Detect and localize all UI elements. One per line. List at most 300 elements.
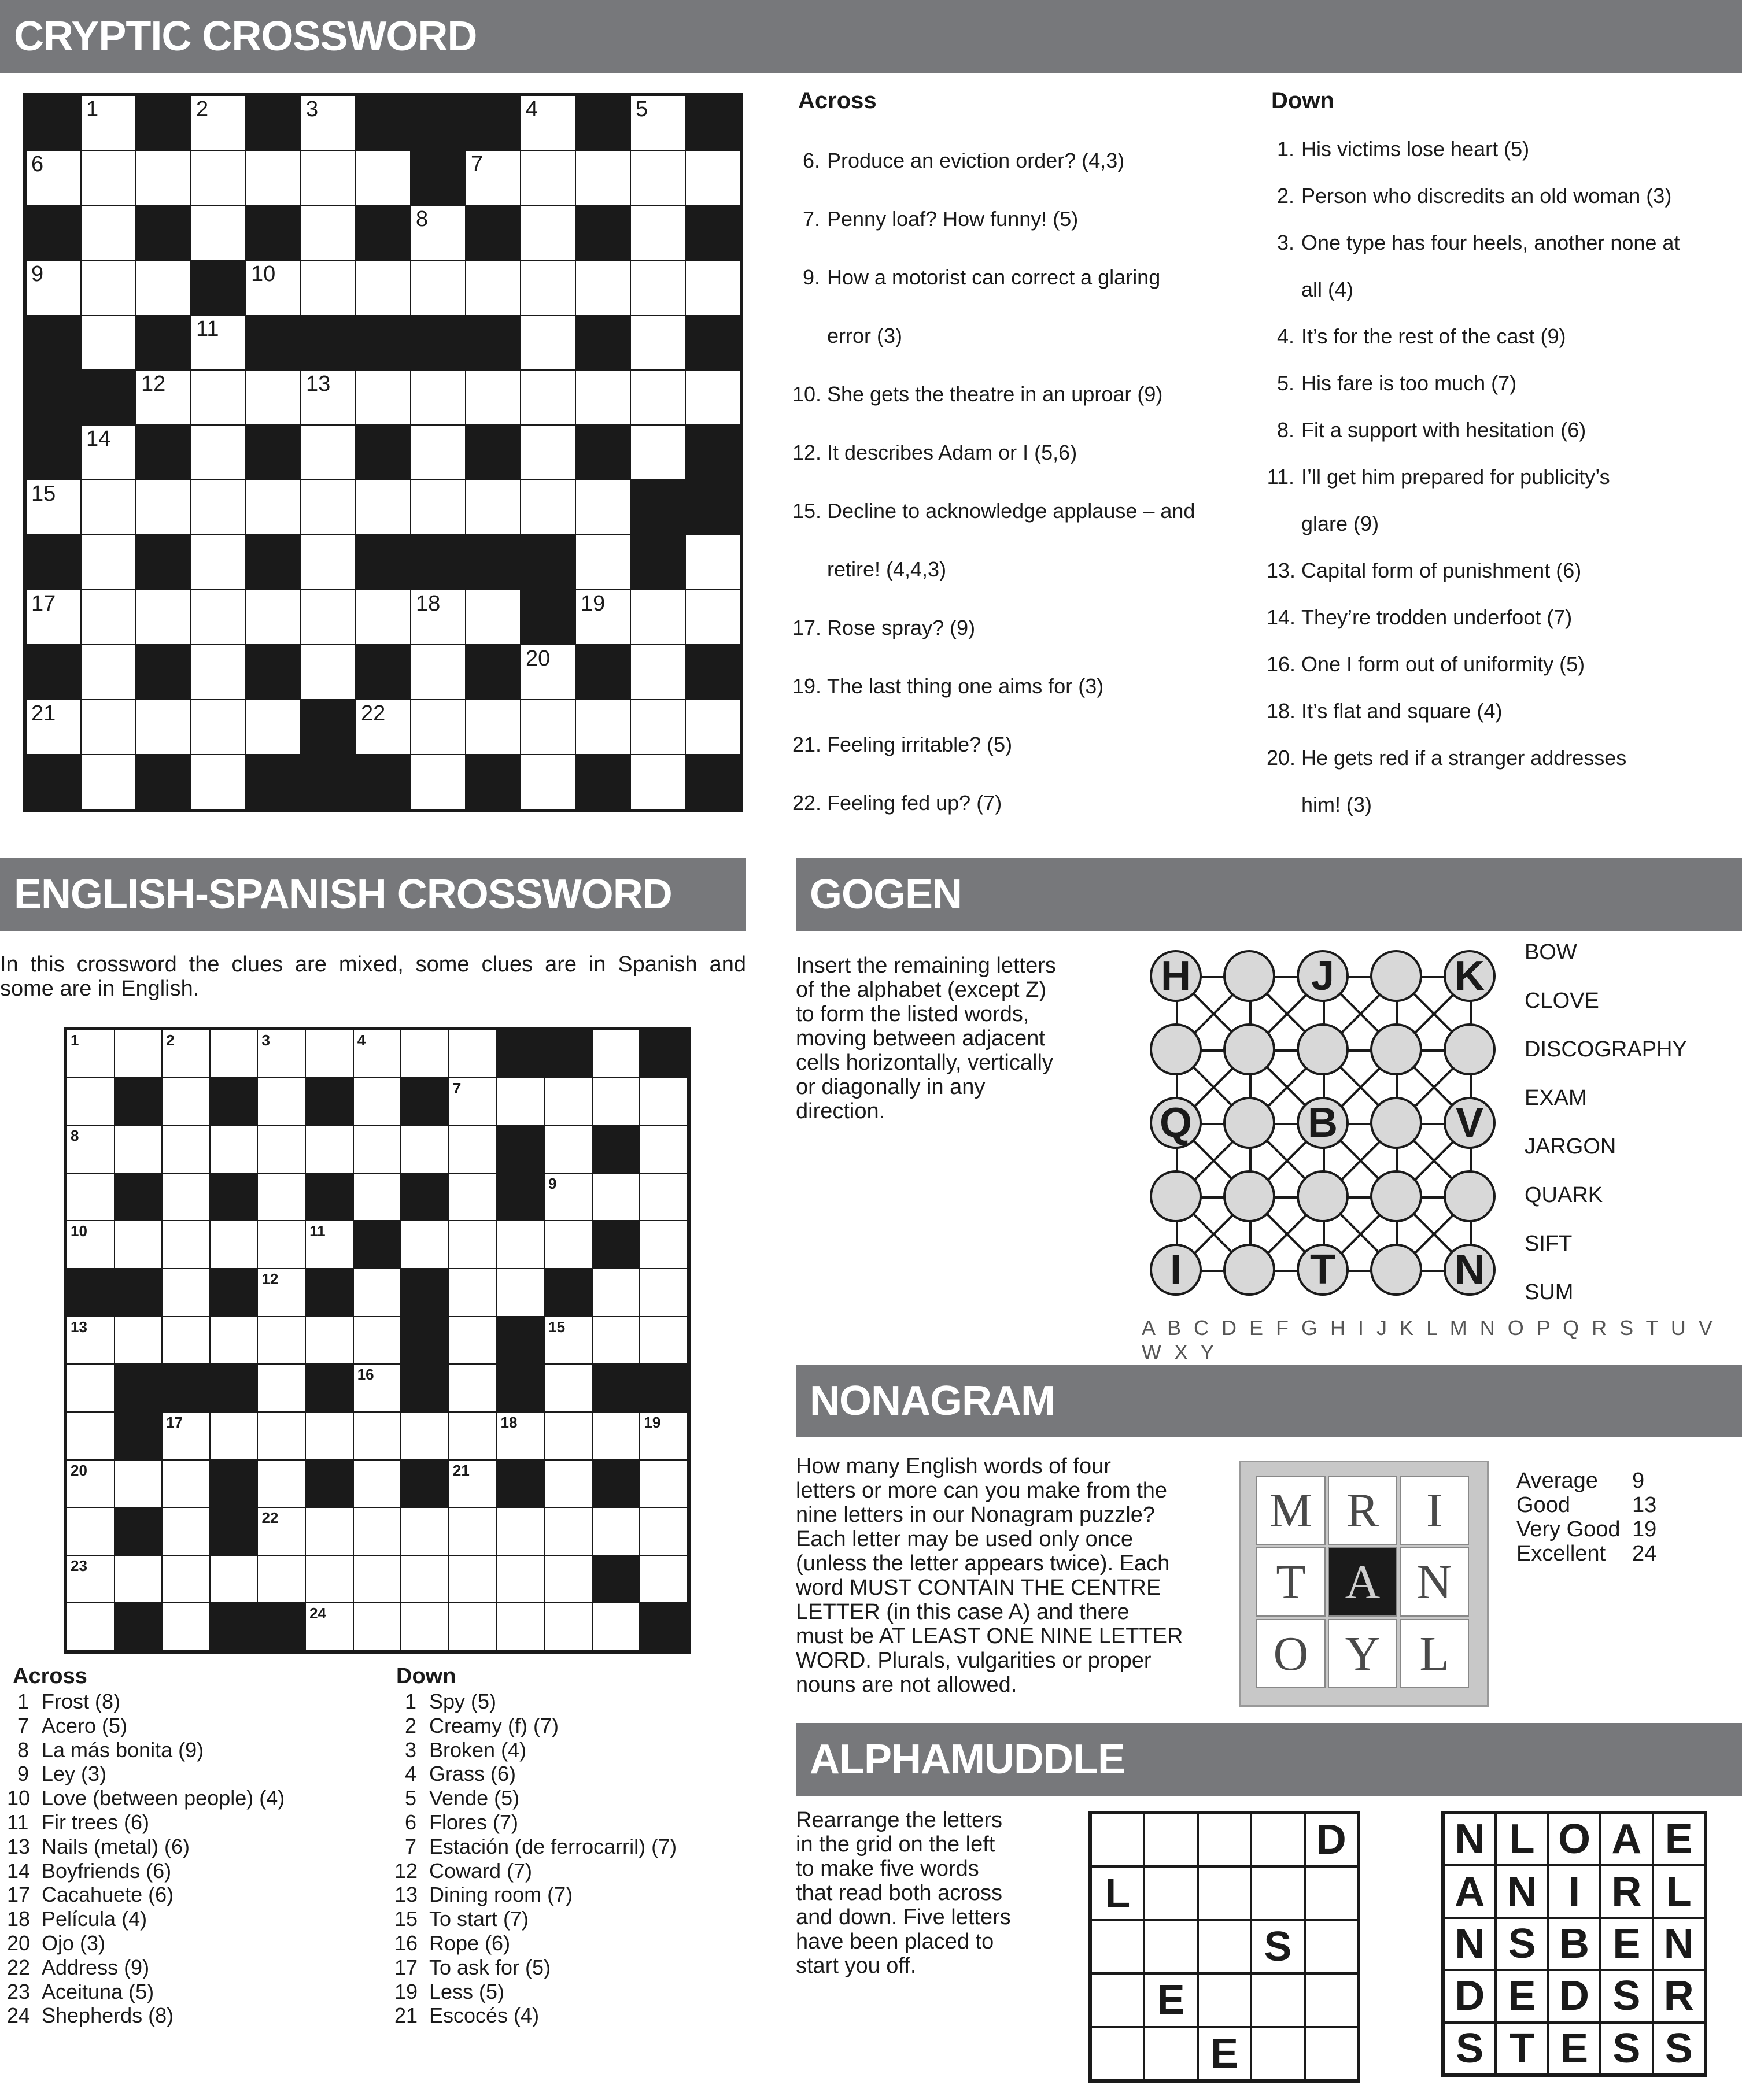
white-square[interactable] <box>305 1507 353 1555</box>
clue-item <box>394 1810 518 1834</box>
white-square[interactable] <box>575 150 630 205</box>
white-square[interactable] <box>301 150 356 205</box>
answer-cell[interactable] <box>1251 1866 1304 1920</box>
clue-number: 6 <box>31 152 44 176</box>
white-square[interactable] <box>191 590 246 645</box>
white-square[interactable] <box>411 260 466 315</box>
white-square[interactable] <box>356 370 411 425</box>
white-square[interactable] <box>301 480 356 535</box>
answer-cell[interactable] <box>1091 1813 1144 1866</box>
white-square[interactable] <box>115 1460 163 1508</box>
white-square[interactable] <box>162 1555 210 1603</box>
white-square[interactable] <box>466 590 521 645</box>
gogen-cell[interactable]: J <box>1297 950 1349 1002</box>
white-square[interactable] <box>630 205 685 260</box>
white-square[interactable] <box>521 150 575 205</box>
answer-cell[interactable]: E <box>1144 1973 1197 2027</box>
white-square[interactable] <box>544 1078 592 1126</box>
white-square[interactable] <box>305 1317 353 1365</box>
white-square[interactable] <box>466 260 521 315</box>
gogen-cell[interactable] <box>1297 1170 1349 1222</box>
white-square[interactable] <box>210 1221 258 1269</box>
white-square[interactable] <box>353 1603 401 1651</box>
white-square[interactable] <box>630 645 685 700</box>
white-square[interactable] <box>401 1507 449 1555</box>
gogen-cell[interactable]: T <box>1297 1244 1349 1296</box>
white-square[interactable] <box>592 1507 640 1555</box>
answer-cell[interactable] <box>1091 2027 1144 2080</box>
white-square[interactable] <box>497 1507 545 1555</box>
white-square[interactable] <box>26 700 81 755</box>
gogen-cell[interactable] <box>1370 950 1422 1002</box>
white-square[interactable] <box>246 590 301 645</box>
white-square[interactable] <box>115 1221 163 1269</box>
white-square[interactable] <box>544 1603 592 1651</box>
white-square[interactable] <box>466 370 521 425</box>
answer-cell[interactable] <box>1198 1920 1251 1973</box>
white-square[interactable] <box>257 1412 305 1460</box>
white-square[interactable] <box>356 590 411 645</box>
white-square[interactable] <box>67 1078 115 1126</box>
white-square[interactable] <box>640 1078 688 1126</box>
gogen-cell[interactable] <box>1223 1023 1275 1075</box>
white-square[interactable] <box>136 150 191 205</box>
white-square[interactable] <box>81 205 136 260</box>
white-square[interactable] <box>521 480 575 535</box>
white-square[interactable] <box>449 1317 497 1365</box>
white-square[interactable] <box>575 480 630 535</box>
white-square[interactable] <box>411 425 466 480</box>
white-square[interactable] <box>685 370 740 425</box>
white-square[interactable] <box>162 1030 210 1078</box>
clue-number: 13 <box>394 1883 418 1907</box>
white-square[interactable] <box>81 480 136 535</box>
gogen-cell[interactable]: B <box>1297 1097 1349 1149</box>
white-square[interactable] <box>81 150 136 205</box>
white-square[interactable] <box>449 1269 497 1317</box>
white-square[interactable] <box>630 590 685 645</box>
white-square[interactable] <box>115 1125 163 1173</box>
answer-cell[interactable] <box>1251 2027 1304 2080</box>
white-square[interactable] <box>521 95 575 150</box>
white-square[interactable] <box>356 260 411 315</box>
white-square[interactable] <box>162 1603 210 1651</box>
white-square[interactable] <box>210 1125 258 1173</box>
white-square[interactable] <box>497 1603 545 1651</box>
white-square[interactable] <box>81 95 136 150</box>
white-square[interactable] <box>257 1030 305 1078</box>
gogen-cell[interactable]: Q <box>1150 1097 1202 1149</box>
white-square[interactable] <box>162 1125 210 1173</box>
answer-cell[interactable] <box>1091 1973 1144 2027</box>
white-square[interactable] <box>544 1125 592 1173</box>
white-square[interactable] <box>115 1555 163 1603</box>
gogen-cell[interactable] <box>1150 1023 1202 1075</box>
white-square[interactable] <box>136 590 191 645</box>
white-square[interactable] <box>544 1555 592 1603</box>
gogen-cell[interactable] <box>1370 1170 1422 1222</box>
white-square[interactable] <box>466 700 521 755</box>
white-square[interactable] <box>162 1507 210 1555</box>
answer-cell[interactable] <box>1305 2027 1358 2080</box>
white-square[interactable] <box>136 370 191 425</box>
white-square[interactable] <box>210 1412 258 1460</box>
white-square[interactable] <box>353 1125 401 1173</box>
gogen-cell[interactable] <box>1444 1023 1496 1075</box>
white-square[interactable] <box>81 535 136 590</box>
gogen-cell[interactable]: K <box>1444 950 1496 1002</box>
answer-cell[interactable] <box>1144 2027 1197 2080</box>
gogen-cell[interactable]: N <box>1444 1244 1496 1296</box>
white-square[interactable] <box>575 370 630 425</box>
white-square[interactable] <box>497 1555 545 1603</box>
answer-cell[interactable] <box>1305 1920 1358 1973</box>
white-square[interactable] <box>162 1221 210 1269</box>
white-square[interactable] <box>67 1221 115 1269</box>
white-square[interactable] <box>592 1078 640 1126</box>
white-square[interactable] <box>411 645 466 700</box>
white-square[interactable] <box>301 370 356 425</box>
gogen-cell[interactable]: V <box>1444 1097 1496 1149</box>
clue-number: 18 <box>7 1907 31 1931</box>
gogen-cell[interactable] <box>1370 1097 1422 1149</box>
clue-text: Penny loaf? How funny! (5) <box>827 207 1079 231</box>
white-square[interactable] <box>210 1030 258 1078</box>
white-square[interactable] <box>81 755 136 809</box>
white-square[interactable] <box>575 700 630 755</box>
white-square[interactable] <box>81 425 136 480</box>
white-square[interactable] <box>640 1555 688 1603</box>
white-square[interactable] <box>115 1317 163 1365</box>
white-square[interactable] <box>305 1412 353 1460</box>
gogen-cell[interactable]: H <box>1150 950 1202 1002</box>
white-square[interactable] <box>26 590 81 645</box>
white-square[interactable] <box>81 645 136 700</box>
white-square[interactable] <box>497 1412 545 1460</box>
white-square[interactable] <box>640 1173 688 1221</box>
white-square[interactable] <box>401 1030 449 1078</box>
white-square[interactable] <box>640 1460 688 1508</box>
white-square[interactable] <box>246 480 301 535</box>
white-square[interactable] <box>136 480 191 535</box>
white-square[interactable] <box>685 150 740 205</box>
clue-item <box>792 148 1124 173</box>
white-square[interactable] <box>257 1507 305 1555</box>
answer-cell[interactable]: E <box>1198 2027 1251 2080</box>
white-square[interactable] <box>26 150 81 205</box>
white-square[interactable] <box>466 150 521 205</box>
white-square[interactable] <box>162 1460 210 1508</box>
white-square[interactable] <box>411 755 466 809</box>
white-square[interactable] <box>356 700 411 755</box>
white-square[interactable] <box>353 1173 401 1221</box>
white-square[interactable] <box>592 1173 640 1221</box>
white-square[interactable] <box>191 480 246 535</box>
white-square[interactable] <box>521 425 575 480</box>
clue-number: 4 <box>357 1031 366 1049</box>
white-square[interactable] <box>411 480 466 535</box>
white-square[interactable] <box>411 590 466 645</box>
answer-cell[interactable]: L <box>1091 1866 1144 1920</box>
white-square[interactable] <box>67 1030 115 1078</box>
gogen-cell[interactable]: I <box>1150 1244 1202 1296</box>
white-square[interactable] <box>353 1317 401 1365</box>
white-square[interactable] <box>521 370 575 425</box>
white-square[interactable] <box>575 535 630 590</box>
gogen-cell[interactable] <box>1370 1023 1422 1075</box>
white-square[interactable] <box>257 1125 305 1173</box>
white-square[interactable] <box>449 1030 497 1078</box>
white-square[interactable] <box>353 1030 401 1078</box>
white-square[interactable] <box>257 1317 305 1365</box>
white-square[interactable] <box>191 205 246 260</box>
white-square[interactable] <box>305 1603 353 1651</box>
white-square[interactable] <box>356 150 411 205</box>
white-square[interactable] <box>67 1603 115 1651</box>
gogen-cell[interactable] <box>1223 1097 1275 1149</box>
white-square[interactable] <box>640 1269 688 1317</box>
answer-cell[interactable] <box>1091 1920 1144 1973</box>
white-square[interactable] <box>191 370 246 425</box>
white-square[interactable] <box>257 1221 305 1269</box>
white-square[interactable] <box>449 1078 497 1126</box>
clue-number: 2. <box>1276 184 1294 208</box>
white-square[interactable] <box>592 1269 640 1317</box>
white-square[interactable] <box>246 370 301 425</box>
answer-cell[interactable] <box>1198 1866 1251 1920</box>
white-square[interactable] <box>449 1412 497 1460</box>
white-square[interactable] <box>449 1125 497 1173</box>
white-square[interactable] <box>67 1555 115 1603</box>
white-square[interactable] <box>449 1364 497 1412</box>
white-square[interactable] <box>575 260 630 315</box>
white-square[interactable] <box>257 1269 305 1317</box>
white-square[interactable] <box>640 1221 688 1269</box>
black-square <box>685 205 740 260</box>
white-square[interactable] <box>305 1125 353 1173</box>
white-square[interactable] <box>521 645 575 700</box>
white-square[interactable] <box>257 1460 305 1508</box>
gogen-cell[interactable] <box>1223 950 1275 1002</box>
white-square[interactable] <box>640 1317 688 1365</box>
gogen-cell[interactable] <box>1223 1170 1275 1222</box>
white-square[interactable] <box>305 1221 353 1269</box>
clue-number: 21 <box>452 1461 470 1479</box>
white-square[interactable] <box>592 1412 640 1460</box>
answer-cell[interactable] <box>1198 1813 1251 1866</box>
white-square[interactable] <box>521 260 575 315</box>
white-square[interactable] <box>685 535 740 590</box>
white-square[interactable] <box>497 1221 545 1269</box>
alphamuddle-banner <box>796 1723 1742 1796</box>
white-square[interactable] <box>353 1460 401 1508</box>
white-square[interactable] <box>353 1507 401 1555</box>
white-square[interactable] <box>544 1364 592 1412</box>
white-square[interactable] <box>544 1460 592 1508</box>
white-square[interactable] <box>466 480 521 535</box>
white-square[interactable] <box>191 425 246 480</box>
white-square[interactable] <box>191 700 246 755</box>
white-square[interactable] <box>353 1364 401 1412</box>
white-square[interactable] <box>401 1125 449 1173</box>
white-square[interactable] <box>301 535 356 590</box>
answer-cell[interactable]: D <box>1305 1813 1358 1866</box>
white-square[interactable] <box>401 1412 449 1460</box>
white-square[interactable] <box>630 700 685 755</box>
white-square[interactable] <box>685 260 740 315</box>
white-square[interactable] <box>411 370 466 425</box>
white-square[interactable] <box>81 260 136 315</box>
nonagram-banner <box>796 1365 1742 1437</box>
white-square[interactable] <box>301 260 356 315</box>
answer-cell[interactable] <box>1144 1813 1197 1866</box>
white-square[interactable] <box>257 1173 305 1221</box>
white-square[interactable] <box>640 1125 688 1173</box>
white-square[interactable] <box>544 1412 592 1460</box>
white-square[interactable] <box>67 1173 115 1221</box>
clue-number: 7. <box>802 207 820 231</box>
black-square <box>592 1221 640 1269</box>
white-square[interactable] <box>67 1364 115 1412</box>
white-square[interactable] <box>162 1317 210 1365</box>
white-square[interactable] <box>521 315 575 370</box>
white-square[interactable] <box>301 95 356 150</box>
white-square[interactable] <box>246 700 301 755</box>
white-square[interactable] <box>305 1555 353 1603</box>
white-square[interactable] <box>640 1412 688 1460</box>
white-square[interactable] <box>521 755 575 809</box>
white-square[interactable] <box>592 1603 640 1651</box>
white-square[interactable] <box>81 315 136 370</box>
white-square[interactable] <box>81 590 136 645</box>
white-square[interactable] <box>640 1507 688 1555</box>
white-square[interactable] <box>401 1603 449 1651</box>
white-square[interactable] <box>685 700 740 755</box>
white-square[interactable] <box>257 1555 305 1603</box>
white-square[interactable] <box>191 535 246 590</box>
white-square[interactable] <box>353 1412 401 1460</box>
white-square[interactable] <box>544 1317 592 1365</box>
white-square[interactable] <box>162 1078 210 1126</box>
white-square[interactable] <box>67 1507 115 1555</box>
white-square[interactable] <box>449 1221 497 1269</box>
gogen-cell[interactable] <box>1370 1244 1422 1296</box>
white-square[interactable] <box>26 480 81 535</box>
white-square[interactable] <box>67 1460 115 1508</box>
white-square[interactable] <box>544 1173 592 1221</box>
white-square[interactable] <box>401 1221 449 1269</box>
white-square[interactable] <box>401 1555 449 1603</box>
white-square[interactable] <box>449 1603 497 1651</box>
gogen-cell[interactable] <box>1297 1023 1349 1075</box>
white-square[interactable] <box>162 1412 210 1460</box>
white-square[interactable] <box>544 1507 592 1555</box>
white-square[interactable] <box>356 480 411 535</box>
white-square[interactable] <box>353 1078 401 1126</box>
answer-cell[interactable]: S <box>1251 1920 1304 1973</box>
gogen-cell[interactable] <box>1444 1170 1496 1222</box>
white-square[interactable] <box>191 645 246 700</box>
white-square[interactable] <box>630 260 685 315</box>
white-square[interactable] <box>630 370 685 425</box>
white-square[interactable] <box>191 95 246 150</box>
white-square[interactable] <box>411 700 466 755</box>
white-square[interactable] <box>353 1555 401 1603</box>
clue-number: 14 <box>7 1858 31 1883</box>
white-square[interactable] <box>497 1078 545 1126</box>
white-square[interactable] <box>26 260 81 315</box>
answer-cell[interactable] <box>1144 1920 1197 1973</box>
white-square[interactable] <box>575 590 630 645</box>
letter-tile: E <box>1600 1918 1652 1970</box>
white-square[interactable] <box>449 1555 497 1603</box>
white-square[interactable] <box>521 205 575 260</box>
white-square[interactable] <box>497 1269 545 1317</box>
white-square[interactable] <box>449 1507 497 1555</box>
clue-number: 23 <box>7 1979 31 2003</box>
white-square[interactable] <box>162 1173 210 1221</box>
white-square[interactable] <box>67 1125 115 1173</box>
white-square[interactable] <box>301 590 356 645</box>
answer-cell[interactable] <box>1251 1973 1304 2027</box>
white-square[interactable] <box>162 1269 210 1317</box>
white-square[interactable] <box>449 1173 497 1221</box>
white-square[interactable] <box>592 1030 640 1078</box>
white-square[interactable] <box>136 700 191 755</box>
white-square[interactable] <box>353 1269 401 1317</box>
white-square[interactable] <box>81 700 136 755</box>
white-square[interactable] <box>67 1317 115 1365</box>
white-square[interactable] <box>257 1364 305 1412</box>
answer-cell[interactable] <box>1251 1813 1304 1866</box>
white-square[interactable] <box>411 205 466 260</box>
white-square[interactable] <box>685 590 740 645</box>
white-square[interactable] <box>246 150 301 205</box>
white-square[interactable] <box>301 645 356 700</box>
white-square[interactable] <box>246 260 301 315</box>
white-square[interactable] <box>191 755 246 809</box>
answer-cell[interactable] <box>1198 1973 1251 2027</box>
white-square[interactable] <box>191 315 246 370</box>
white-square[interactable] <box>67 1412 115 1460</box>
white-square[interactable] <box>191 150 246 205</box>
white-square[interactable] <box>115 1030 163 1078</box>
white-square[interactable] <box>301 205 356 260</box>
white-square[interactable] <box>521 700 575 755</box>
white-square[interactable] <box>210 1317 258 1365</box>
white-square[interactable] <box>630 150 685 205</box>
white-square[interactable] <box>210 1555 258 1603</box>
white-square[interactable] <box>305 1030 353 1078</box>
white-square[interactable] <box>630 755 685 809</box>
white-square[interactable] <box>544 1221 592 1269</box>
white-square[interactable] <box>630 425 685 480</box>
white-square[interactable] <box>301 425 356 480</box>
white-square[interactable] <box>136 260 191 315</box>
white-square[interactable] <box>630 95 685 150</box>
gogen-cell[interactable] <box>1150 1170 1202 1222</box>
white-square[interactable] <box>257 1078 305 1126</box>
white-square[interactable] <box>449 1460 497 1508</box>
answer-cell[interactable] <box>1144 1866 1197 1920</box>
white-square[interactable] <box>592 1317 640 1365</box>
white-square[interactable] <box>630 315 685 370</box>
clue-text: Grass (6) <box>429 1762 516 1786</box>
answer-cell[interactable] <box>1305 1973 1358 2027</box>
answer-cell[interactable] <box>1305 1866 1358 1920</box>
gogen-cell[interactable] <box>1223 1244 1275 1296</box>
alphamuddle-title: ALPHAMUDDLE <box>810 1736 1125 1783</box>
